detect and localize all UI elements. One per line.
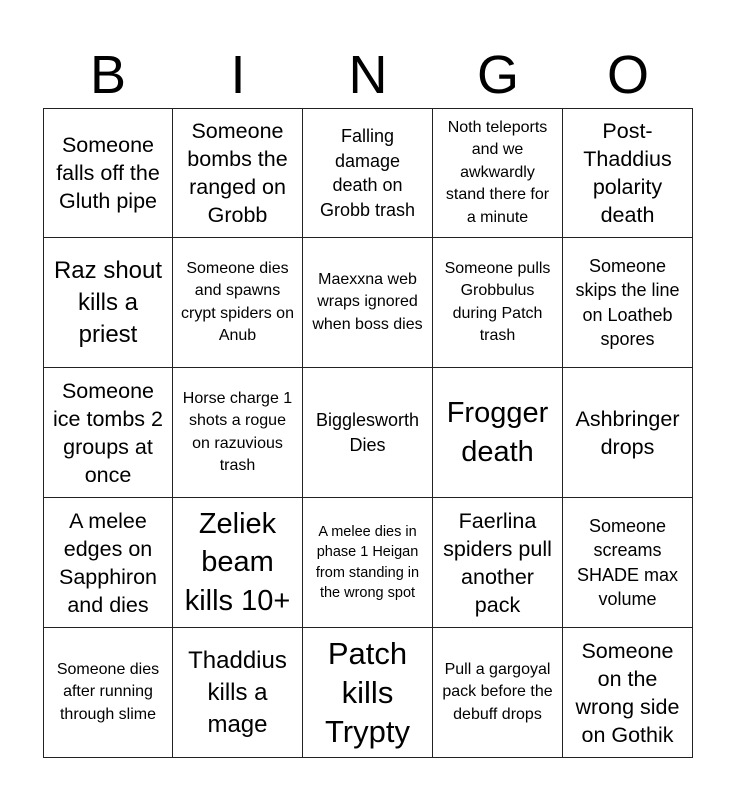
bingo-cell-text: Pull a gargoyal pack before the debuff drops [442, 660, 553, 723]
header-letter-b: B [89, 45, 127, 105]
bingo-cell-text: Someone screams SHADE max volume [576, 515, 679, 609]
header-letter-n: N [348, 45, 388, 105]
bingo-cell[interactable] [563, 368, 693, 498]
bingo-cell-text: Maexxna web wraps ignored when boss dies [312, 270, 423, 333]
bingo-cell-text: Someone on the wrong side on Gothik [575, 638, 680, 747]
bingo-cell[interactable] [43, 498, 173, 628]
bingo-cell[interactable] [563, 628, 693, 758]
bingo-cell-text: Someone falls off the Gluth pipe [56, 133, 160, 213]
bingo-cell[interactable] [563, 108, 693, 238]
bingo-cell[interactable] [173, 108, 303, 238]
bingo-cell-text: Someone dies after running through slime [56, 660, 160, 723]
bingo-cell-text: A melee edges on Sapphiron and dies [58, 508, 158, 617]
bingo-header [43, 42, 693, 108]
bingo-cell-text: Faerlina spiders pull another pack [443, 508, 552, 617]
bingo-board [43, 108, 693, 758]
bingo-cell[interactable] [43, 238, 173, 368]
bingo-cell[interactable] [173, 368, 303, 498]
bingo-cell[interactable] [563, 498, 693, 628]
bingo-cell[interactable] [433, 108, 563, 238]
bingo-cell-text: Noth teleports and we awkwardly stand there for a minute [445, 118, 550, 226]
bingo-cell[interactable] [303, 498, 433, 628]
bingo-cell-text: Zeliek beam kills 10+ [184, 507, 291, 617]
bingo-cell[interactable] [303, 368, 433, 498]
bingo-cell[interactable] [303, 628, 433, 758]
bingo-cell-text: Bigglesworth Dies [315, 410, 420, 455]
bingo-cell[interactable] [433, 628, 563, 758]
bingo-cell-text: Someone dies and spawns crypt spiders on Anub [181, 259, 294, 344]
bingo-cell-text: Horse charge 1 shots a rogue on razuvious trash [182, 389, 293, 474]
bingo-cell[interactable] [433, 498, 563, 628]
bingo-cell-text: Frogger death [446, 397, 549, 468]
header-letter-o: O [606, 45, 649, 105]
bingo-cell-text: Thaddius kills a mage [188, 646, 287, 738]
bingo-cell[interactable] [43, 628, 173, 758]
header-letter-g: G [476, 45, 519, 105]
bingo-cell[interactable] [433, 368, 563, 498]
bingo-cell-text: Post-Thaddius polarity death [583, 119, 672, 227]
bingo-cell[interactable] [433, 238, 563, 368]
bingo-cell-text: Falling damage death on Grobb trash [319, 126, 416, 220]
bingo-cell[interactable] [173, 628, 303, 758]
bingo-cell[interactable] [173, 498, 303, 628]
bingo-cell-text: Someone bombs the ranged on Grobb [187, 119, 288, 227]
header-letter-i: I [230, 45, 246, 105]
bingo-cell[interactable] [563, 238, 693, 368]
bingo-cell-text: Patch kills Trypty [325, 636, 410, 749]
bingo-cell-text: Someone ice tombs 2 groups at once [53, 378, 163, 487]
bingo-cell[interactable] [303, 238, 433, 368]
bingo-cell[interactable] [173, 238, 303, 368]
bingo-cell[interactable] [43, 108, 173, 238]
bingo-cell-text: A melee dies in phase 1 Heigan from standing in the wrong spot [315, 523, 420, 601]
bingo-cell-text: Someone skips the line on Loatheb spores [575, 255, 680, 349]
bingo-cell[interactable] [303, 108, 433, 238]
bingo-cell[interactable] [43, 368, 173, 498]
bingo-cell-text: Ashbringer drops [575, 406, 680, 459]
bingo-cell-text: Raz shout kills a priest [53, 256, 163, 348]
bingo-cell-text: Someone pulls Grobbulus during Patch trash [444, 259, 551, 344]
